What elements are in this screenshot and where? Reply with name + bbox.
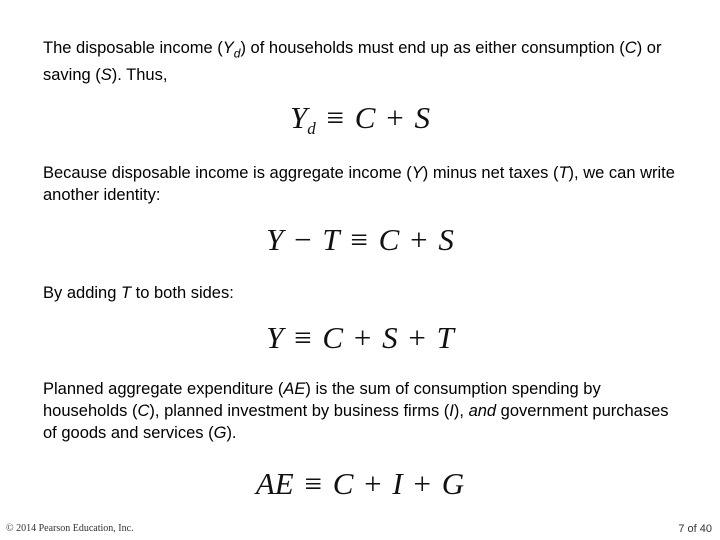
- text-run: to both sides:: [131, 284, 234, 302]
- eq-term: S: [414, 100, 430, 135]
- text-run: government purchases of goods and services (: [43, 402, 669, 442]
- variable-y: Y: [222, 39, 234, 57]
- page-number: 7 of 40: [678, 523, 712, 535]
- minus-symbol: −: [294, 222, 312, 257]
- text-run: ). Thus,: [111, 66, 168, 85]
- variable-t: T: [558, 164, 569, 182]
- variable-g: G: [213, 424, 227, 442]
- text-run: Planned aggregate expenditure (: [43, 380, 284, 398]
- eq-term: T: [322, 222, 340, 257]
- variable-y: Y: [411, 164, 423, 182]
- identity-symbol: ≡: [350, 222, 368, 257]
- equation-y-minus-t: [0, 222, 720, 258]
- variable-c: C: [137, 402, 150, 420]
- text-run: ), we can write another identity:: [43, 164, 675, 204]
- text-run: ) or saving (: [43, 39, 662, 85]
- variable-s: S: [100, 66, 112, 85]
- text-run: Because disposable income is aggregate income (: [43, 164, 412, 182]
- plus-symbol: +: [410, 222, 428, 257]
- eq-term: I: [392, 466, 403, 501]
- copyright-notice: © 2014 Pearson Education, Inc.: [6, 523, 134, 534]
- plus-symbol: +: [364, 466, 382, 501]
- subscript-d: d: [233, 46, 241, 61]
- text-run: ) of households must end up as either consumption (: [240, 39, 625, 57]
- eq-term: C: [332, 466, 354, 501]
- text-run: ).: [226, 424, 237, 442]
- text-run: The disposable income (: [43, 39, 223, 57]
- eq-subscript: d: [307, 119, 316, 138]
- eq-term: T: [436, 320, 454, 355]
- paragraph-planned-expenditure: [43, 378, 683, 444]
- identity-symbol: ≡: [326, 100, 345, 135]
- equation-ae-identity: [0, 466, 720, 502]
- identity-symbol: ≡: [304, 466, 322, 501]
- text-run: ) is the sum of consumption spending by households (: [43, 380, 601, 420]
- eq-term: S: [438, 222, 454, 257]
- italic-and: and: [468, 402, 497, 420]
- paragraph-disposable-income: [43, 37, 683, 86]
- eq-term: Y: [290, 100, 308, 135]
- variable-ae: AE: [283, 380, 306, 398]
- eq-term: C: [378, 222, 400, 257]
- eq-term: Y: [266, 222, 284, 257]
- equation-y-identity: [0, 320, 720, 356]
- text-run: ), planned investment by business firms (: [149, 402, 450, 420]
- eq-term: G: [441, 466, 465, 501]
- paragraph-net-taxes: [43, 162, 683, 206]
- eq-term: C: [322, 320, 344, 355]
- plus-symbol: +: [353, 320, 372, 355]
- eq-term: AE: [255, 466, 294, 501]
- text-run: By adding: [43, 284, 121, 302]
- paragraph-adding-t: [43, 282, 683, 304]
- variable-t: T: [120, 284, 132, 302]
- text-run: ) minus net taxes (: [422, 164, 559, 182]
- plus-symbol: +: [413, 466, 431, 501]
- eq-term: S: [382, 320, 398, 355]
- variable-c: C: [624, 39, 637, 57]
- identity-symbol: ≡: [294, 320, 312, 355]
- variable-i: I: [449, 402, 454, 420]
- eq-term: Y: [266, 320, 284, 355]
- plus-symbol: +: [386, 100, 404, 135]
- eq-term: C: [354, 100, 376, 135]
- equation-yd-identity: [0, 100, 720, 139]
- text-run: ),: [453, 402, 469, 420]
- plus-symbol: +: [408, 320, 426, 355]
